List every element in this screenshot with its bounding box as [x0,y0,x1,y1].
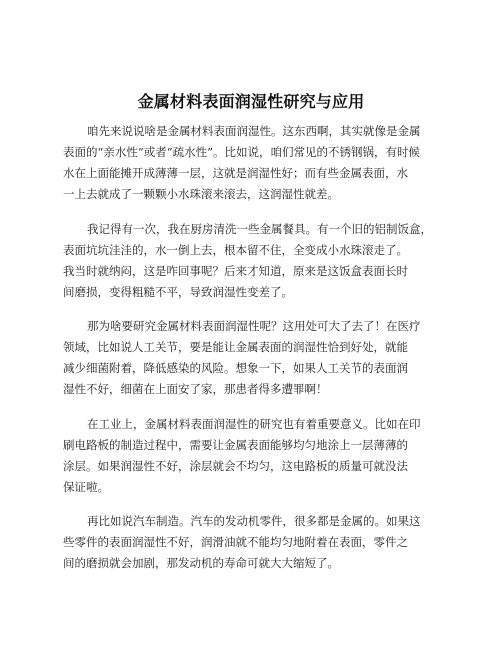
paragraph-line: 再比如说汽车制造。汽车的发动机零件，很多都是金属的。如果这 [87,514,421,528]
document-title: 金属材料表面润湿性研究与应用 [137,92,365,111]
paragraph-4 [63,414,443,498]
paragraph-1 [63,121,443,205]
paragraph-line: 湿性不好，细菌在上面安了家，那患者得多遭罪啊！ [63,382,328,396]
paragraph-line: 表面坑坑洼洼的，水一倒上去，根本留不住，全变成小水珠滚走了。 [63,243,408,257]
paragraph-line: 些零件的表面润湿性不好，润滑油就不能均匀地附着在表面，零件之 [63,535,408,549]
paragraph-line: 那为啥要研究金属材料表面润湿性呢？这用处可大了去了！在医疗 [87,319,421,333]
paragraph-5 [63,511,443,574]
paragraph-line: 涂层。如果润湿性不好，涂层就会不均匀，这电路板的质量可就没法 [63,459,408,473]
paragraph-line: 减少细菌附着，降低感染的风险。想象一下，如果人工关节的表面润 [63,361,408,375]
paragraph-line: 咱先来说说啥是金属材料表面润湿性。这东西啊，其实就像是金属 [87,124,421,138]
paragraph-line: 水在上面能摊开成薄薄一层，这就是润湿性好；而有些金属表面，水 [63,166,408,180]
paragraph-line: 一上去就成了一颗颗小水珠滚来滚去，这润湿性就差。 [63,187,339,201]
paragraph-line: 保证啦。 [63,480,109,494]
paragraph-line: 间磨损，变得粗糙不平，导致润湿性变差了。 [63,285,293,299]
paragraph-line: 表面的“亲水性”或者“疏水性”。比如说，咱们常见的不锈钢锅，有时候 [63,145,421,159]
paragraph-line: 间的磨损就会加剧，那发动机的寿命可就大大缩短了。 [63,556,339,570]
paragraph-line: 刷电路板的制造过程中，需要让金属表面能够均匀地涂上一层薄薄的 [63,438,408,452]
paragraph-line: 我当时就纳闷，这是咋回事呢？后来才知道，原来是这饭盒表面长时 [63,264,408,278]
paragraph-line: 在工业上，金属材料表面润湿性的研究也有着重要意义。比如在印 [87,417,421,431]
paragraph-2 [63,219,443,303]
paragraph-line: 我记得有一次，我在厨房清洗一些金属餐具。有一个旧的铝制饭盒， [87,222,432,236]
paragraph-line: 领域，比如说人工关节，要是能让金属表面的润湿性恰到好处，就能 [63,340,408,354]
paragraph-3 [63,316,443,400]
